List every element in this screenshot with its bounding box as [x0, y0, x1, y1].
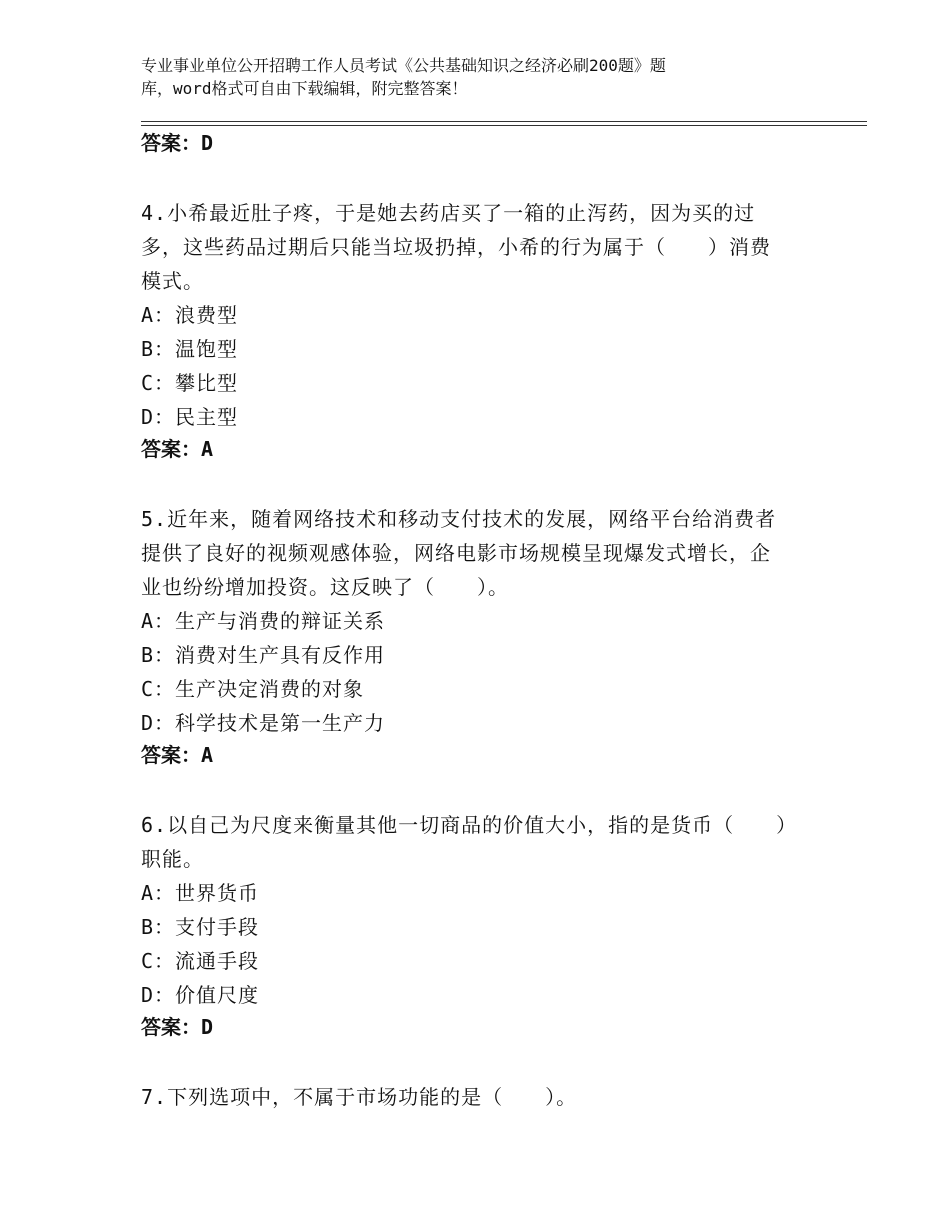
question-stem-line: 7.下列选项中，不属于市场功能的是（ ）。: [141, 1085, 578, 1109]
question-6: [141, 808, 801, 1042]
answer-q5: 答案：A: [141, 743, 214, 767]
question-stem-line: 提供了良好的视频观感体验，网络电影市场规模呈现爆发式增长，企: [141, 541, 771, 565]
document-header: [141, 54, 781, 100]
document-body: [141, 128, 801, 1114]
header-line-2: 库，word格式可自由下载编辑，附完整答案！: [141, 79, 468, 98]
option-c: C：流通手段: [141, 949, 260, 973]
option-b: B：支付手段: [141, 915, 260, 939]
header-divider-bottom: [141, 125, 867, 126]
question-stem-line: 模式。: [141, 269, 204, 293]
option-b: B：消费对生产具有反作用: [141, 643, 386, 667]
option-c: C：攀比型: [141, 371, 239, 395]
question-4: [141, 196, 801, 464]
option-d: D：民主型: [141, 405, 239, 429]
option-a: A：生产与消费的辩证关系: [141, 609, 386, 633]
question-stem-line: 多，这些药品过期后只能当垃圾扔掉，小希的行为属于（ ）消费: [141, 235, 771, 259]
option-a: A：世界货币: [141, 881, 260, 905]
question-5: [141, 502, 801, 770]
question-stem-line: 业也纷纷增加投资。这反映了（ ）。: [141, 575, 509, 599]
option-d: D：科学技术是第一生产力: [141, 711, 386, 735]
answer-q4: 答案：A: [141, 437, 214, 461]
option-d: D：价值尺度: [141, 983, 260, 1007]
option-b: B：温饱型: [141, 337, 239, 361]
option-a: A：浪费型: [141, 303, 239, 327]
header-divider-top: [141, 121, 867, 122]
option-c: C：生产决定消费的对象: [141, 677, 365, 701]
question-stem-line: 6.以自己为尺度来衡量其他一切商品的价值大小，指的是货币（ ）: [141, 813, 798, 837]
question-7: [141, 1080, 801, 1114]
question-stem-line: 职能。: [141, 847, 204, 871]
answer-q3: 答案：D: [141, 131, 214, 155]
answer-q6: 答案：D: [141, 1015, 214, 1039]
question-stem-line: 4.小希最近肚子疼，于是她去药店买了一箱的止泻药，因为买的过: [141, 201, 756, 225]
question-stem-line: 5.近年来，随着网络技术和移动支付技术的发展，网络平台给消费者: [141, 507, 777, 531]
header-line-1: 专业事业单位公开招聘工作人员考试《公共基础知识之经济必刷200题》题: [141, 56, 666, 75]
